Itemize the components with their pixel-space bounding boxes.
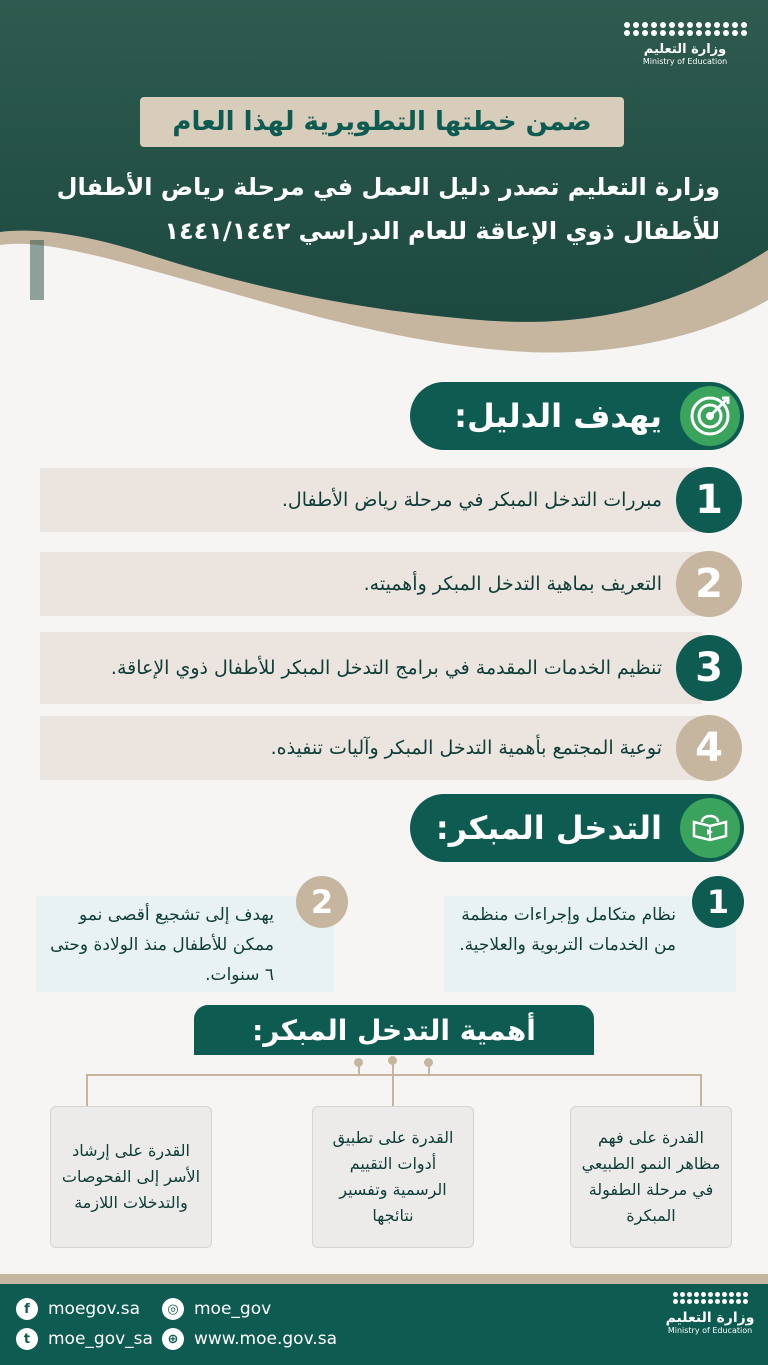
goal-item-3 — [40, 632, 702, 704]
book-icon — [680, 798, 740, 858]
header-kicker: ضمن خطتها التطويرية لهذا العام — [140, 97, 624, 147]
importance-text-2: القدرة على تطبيق أدوات التقييم الرسمية وتفسير نتائجها — [332, 1128, 454, 1225]
connector-dot-left — [354, 1058, 363, 1067]
importance-section-title: أهمية التدخل المبكر: — [194, 1005, 594, 1055]
facebook-link[interactable] — [16, 1298, 140, 1320]
instagram-link[interactable] — [162, 1298, 271, 1320]
intervention-section-title — [410, 794, 744, 862]
importance-box-3 — [50, 1106, 212, 1248]
target-icon — [680, 386, 740, 446]
goal-text-1: مبررات التدخل المبكر في مرحلة رياض الأطفال. — [281, 489, 662, 511]
goals-title-text: يهدف الدليل: — [454, 397, 662, 435]
importance-box-2 — [312, 1106, 474, 1248]
twitter-icon: t — [16, 1328, 38, 1350]
connector-dot-right — [424, 1058, 433, 1067]
footer-logo-arabic: وزارة التعليم — [665, 1310, 755, 1326]
goal-number-4: 4 — [676, 715, 742, 781]
logo-english-text: Ministry of Education — [642, 57, 728, 66]
intervention-card-2 — [36, 896, 334, 992]
importance-box-1 — [570, 1106, 732, 1248]
ministry-logo-footer — [660, 1292, 760, 1335]
instagram-handle: moe_gov — [194, 1299, 272, 1319]
goals-section-title — [410, 382, 744, 450]
importance-text-3: القدرة على إرشاد الأسر إلى الفحوصات والتدخلات اللازمة — [61, 1141, 201, 1212]
intervention-title-text: التدخل المبكر: — [435, 809, 662, 847]
goal-item-1 — [40, 468, 702, 532]
connector-right — [700, 1074, 702, 1106]
goal-number-2: 2 — [676, 551, 742, 617]
footer-accent-bar — [0, 1274, 768, 1284]
instagram-icon: ◎ — [162, 1298, 184, 1320]
goal-text-4: توعية المجتمع بأهمية التدخل المبكر وآليات تنفيذه. — [270, 737, 662, 759]
footer-logo-dots-icon — [660, 1292, 760, 1304]
intervention-number-2: 2 — [296, 876, 348, 928]
headline-line-1: وزارة التعليم تصدر دليل العمل في مرحلة رياض الأطفال — [56, 173, 720, 201]
goal-text-3: تنظيم الخدمات المقدمة في برامج التدخل المبكر للأطفال ذوي الإعاقة. — [110, 657, 662, 679]
connector-dot-center — [388, 1056, 397, 1065]
footer — [0, 1282, 768, 1365]
intervention-text-1: نظام متكامل وإجراءات منظمة من الخدمات التربوية والعلاجية. — [459, 905, 676, 955]
facebook-icon: f — [16, 1298, 38, 1320]
goal-number-3: 3 — [676, 635, 742, 701]
facebook-handle: moegov.sa — [48, 1299, 141, 1319]
intervention-card-1 — [444, 896, 736, 992]
intervention-number-1: 1 — [692, 876, 744, 928]
goal-text-2: التعريف بماهية التدخل المبكر وأهميته. — [363, 573, 662, 595]
logo-dots-icon — [620, 22, 750, 36]
ministry-logo-top — [620, 22, 750, 92]
intervention-text-2: يهدف إلى تشجيع أقصى نمو ممكن للأطفال منذ الولادة وحتى ٦ سنوات. — [50, 905, 274, 985]
goal-item-2 — [40, 552, 702, 616]
globe-icon: ⊕ — [162, 1328, 184, 1350]
logo-arabic-text: وزارة التعليم — [643, 42, 727, 57]
headline — [40, 165, 720, 253]
importance-text-1: القدرة على فهم مظاهر النمو الطبيعي في مرحلة الطفولة المبكرة — [581, 1128, 721, 1225]
connector-center — [392, 1064, 394, 1106]
goal-item-4 — [40, 716, 702, 780]
website-link[interactable] — [162, 1328, 337, 1350]
headline-line-2: للأطفال ذوي الإعاقة للعام الدراسي ١٤٤١/١٤٤٢ — [164, 217, 720, 245]
connector-horizontal — [86, 1074, 702, 1076]
twitter-link[interactable] — [16, 1328, 153, 1350]
connector-left — [86, 1074, 88, 1106]
website-url: www.moe.gov.sa — [194, 1329, 337, 1349]
goal-number-1: 1 — [676, 467, 742, 533]
twitter-handle: moe_gov_sa — [48, 1329, 153, 1349]
footer-logo-english: Ministry of Education — [667, 1326, 753, 1335]
